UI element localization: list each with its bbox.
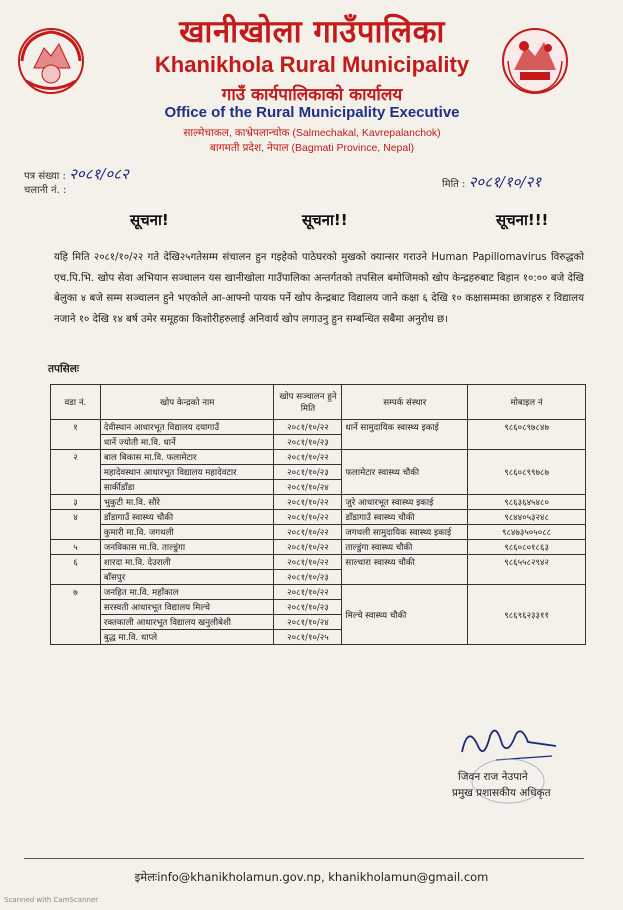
date-cell: २०८१/१०/२४ bbox=[274, 615, 342, 630]
date-cell: २०८१/१०/२५ bbox=[274, 630, 342, 645]
dispatch-number bbox=[24, 182, 66, 196]
notice-body: यहि मिति २०८१/१०/२२ गते देखि२५गतेसम्म संचालन हुन गइहेको पाठेघरको मुखको क्यान्सर गराउने Human Papillomavirus विरुद्धको एच.पि.भि. खोप सेवा अभियान सञ्चालन यस खानीखोला गाउँपालिका अन्तर्गतको तपसिल बमोजिमको खोप केन्द्रहरुबाट बिहान १०:०० बजे देखि बेलुका ४ बजे सम्म सञ्चालन हुने भएकोले आ-आफ्नो पायक पर्ने खोप केन्द्रबाट विद्यालय जाने कक्षा ६ देखि १० कक्षासम्मका छात्राहरु र विद्यालय नजाने १० देखि १४ बर्ष उमेर समूहका किशोरीहरुलाई अनिवार्य खोप लगाउनु हुन सम्बन्धित सबैमा अनुरोध छ। bbox=[54, 252, 584, 325]
municipality-name-english: Khanikhola Rural Municipality bbox=[154, 52, 470, 77]
date-cell: २०८१/१०/२२ bbox=[274, 510, 342, 525]
center-cell: महादेवस्थान आधारभूत विद्यालय महादेवटार bbox=[100, 465, 274, 480]
date-cell: २०८१/१०/२२ bbox=[274, 585, 342, 600]
ward-cell: ३ bbox=[51, 495, 101, 510]
table-row bbox=[51, 555, 586, 570]
notice-heading-3: सूचना!!! bbox=[496, 211, 549, 229]
table-row bbox=[51, 540, 586, 555]
date-field bbox=[442, 172, 541, 192]
table-row bbox=[51, 510, 586, 525]
center-cell: सरस्वती आधारभूत विद्यालय मिल्चे bbox=[100, 600, 274, 615]
date-cell: २०८१/१०/२२ bbox=[274, 450, 342, 465]
date-cell: २०८१/१०/२३ bbox=[274, 435, 342, 450]
mobile-cell: ९८६९६२३३११ bbox=[468, 585, 586, 645]
date-cell: २०८१/१०/२२ bbox=[274, 495, 342, 510]
contact-cell: जुरे आधारभूत स्वास्थ्य इकाई bbox=[342, 495, 468, 510]
mobile-cell: ९८६५५८२९४२ bbox=[468, 555, 586, 585]
center-cell: जनहित मा.वि. महाँकाल bbox=[100, 585, 274, 600]
center-cell: भुकुटी मा.वि. सौरे bbox=[100, 495, 274, 510]
notice-heading-1: सूचना! bbox=[130, 211, 169, 229]
mobile-cell: ९८६०८९७८४७ bbox=[468, 420, 586, 450]
table-body bbox=[51, 420, 586, 645]
center-cell: देवीस्थान आधारभूत विद्यालय दयागाउँ bbox=[100, 420, 274, 435]
contact-cell: जगथली सामुदायिक स्वास्थ्य इकाई bbox=[342, 525, 468, 540]
center-cell: धार्ने ज्योती मा.वि. धार्ने bbox=[100, 435, 274, 450]
date-cell: २०८१/१०/२३ bbox=[274, 570, 342, 585]
notice-heading-2: सूचना!! bbox=[302, 211, 348, 229]
contact-cell: मिल्चे स्वास्थ्य चौकी bbox=[342, 585, 468, 645]
mobile-cell: ९८४४०५३२४८ bbox=[468, 510, 586, 525]
signatory-title: प्रमुख प्रशासकीय अधिकृत bbox=[452, 787, 551, 799]
contact-cell: साल्धारा स्वास्थ्य चौकी bbox=[342, 555, 468, 585]
ward-cell: ५ bbox=[51, 540, 101, 555]
date-value: २०८१/१०/२१ bbox=[468, 173, 542, 191]
date-cell: २०८१/१०/२३ bbox=[274, 465, 342, 480]
contact-cell: डाँडागाउँ स्वास्थ्य चौकी bbox=[342, 510, 468, 525]
office-name-nepali: गाउँ कार्यपालिकाको कार्यालय bbox=[221, 85, 403, 105]
date-label: मिति : bbox=[442, 179, 466, 190]
table-row bbox=[51, 450, 586, 465]
details-label: तपसिलः bbox=[48, 363, 80, 375]
table-row bbox=[51, 420, 586, 435]
ward-cell: ४ bbox=[51, 510, 101, 540]
table-header-row bbox=[51, 385, 586, 420]
dispatch-number-label: चलानी नं. : bbox=[24, 185, 67, 196]
date-cell: २०८१/१०/२३ bbox=[274, 600, 342, 615]
header-center: खोप केन्द्रको नाम bbox=[100, 385, 274, 420]
contact-cell: धार्ने सामुदायिक स्वास्थ्य इकाई bbox=[342, 420, 468, 450]
footer-email: इमेलःinfo@khanikholamun.gov.np, khanikholamun@gmail.com bbox=[134, 870, 489, 884]
vaccination-schedule-table bbox=[50, 384, 586, 645]
mobile-cell: ९८४७३५०५०८८ bbox=[468, 525, 586, 540]
date-cell: २०८१/१०/२२ bbox=[274, 540, 342, 555]
scanner-watermark: Scanned with CamScanner bbox=[4, 896, 99, 904]
center-cell: सार्कीडाँडा bbox=[100, 480, 274, 495]
mobile-cell: ९८६०८०१८६३ bbox=[468, 540, 586, 555]
mobile-cell: ९८६३६४५४८० bbox=[468, 495, 586, 510]
center-cell: कुमारी मा.वि. जगथली bbox=[100, 525, 274, 540]
center-cell: बाल बिकास मा.वि. फलामेटार bbox=[100, 450, 274, 465]
date-cell: २०८१/१०/२२ bbox=[274, 525, 342, 540]
mobile-cell: ९८६०८९९७८७ bbox=[468, 450, 586, 495]
header-date: खोप सञ्चालन हुने मिति bbox=[274, 385, 342, 420]
contact-cell: ताल्डुंगा स्वास्थ्य चौकी bbox=[342, 540, 468, 555]
municipality-name-nepali: खानीखोला गाउँपालिका bbox=[179, 14, 445, 50]
center-cell: जनविकास मा.वि. ताल्डुंगा bbox=[100, 540, 274, 555]
letter-number bbox=[24, 164, 129, 184]
date-cell: २०८१/१०/२२ bbox=[274, 420, 342, 435]
center-cell: रक्तकाली आधारभूत विद्यालय खनुलीबेशी bbox=[100, 615, 274, 630]
letter-number-label: पत्र संख्या : bbox=[24, 171, 66, 182]
office-name-english: Office of the Rural Municipality Executive bbox=[164, 104, 460, 121]
footer-divider bbox=[24, 858, 584, 859]
center-cell: शारदा मा.वि. देउराली bbox=[100, 555, 274, 570]
center-cell: बुद्ध मा.वि. धाप्ले bbox=[100, 630, 274, 645]
ward-cell: १ bbox=[51, 420, 101, 450]
nepal-emblem-logo bbox=[14, 26, 88, 96]
address-line-2: बागमती प्रदेश, नेपाल (Bagmati Province, Nepal) bbox=[209, 142, 415, 154]
center-cell: डाँडागाउँ स्वास्थ्य चौकी bbox=[100, 510, 274, 525]
header-mobile: मोबाइल नं bbox=[468, 385, 586, 420]
date-cell: २०८१/१०/२४ bbox=[274, 480, 342, 495]
header-ward: वडा नं. bbox=[51, 385, 101, 420]
table-row bbox=[51, 525, 586, 540]
date-cell: २०८१/१०/२२ bbox=[274, 555, 342, 570]
signatory-name: जिवन राज नेउपाने bbox=[458, 771, 528, 783]
ward-cell: ६ bbox=[51, 555, 101, 585]
ward-cell: २ bbox=[51, 450, 101, 495]
table-row bbox=[51, 495, 586, 510]
header-contact: सम्पर्क संस्थार bbox=[342, 385, 468, 420]
table-row bbox=[51, 585, 586, 600]
center-cell: बाँसपुर bbox=[100, 570, 274, 585]
ward-cell: ७ bbox=[51, 585, 101, 645]
contact-cell: फलामेटार स्वास्थ्य चौकी bbox=[342, 450, 468, 495]
address-line-1: साल्मेचाकल, काभ्रेपलान्चोक (Salmechakal, Kavrepalanchok) bbox=[183, 127, 441, 139]
letter-number-value: २०८१/०८२ bbox=[69, 165, 129, 183]
